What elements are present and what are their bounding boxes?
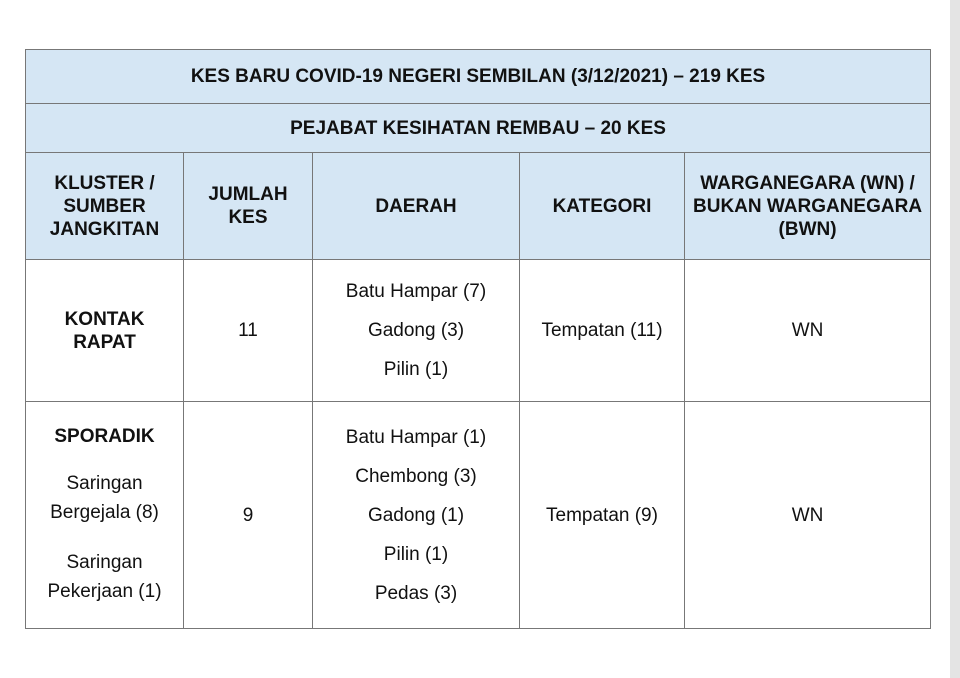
kluster-sub-item: Saringan Pekerjaan (1) [47,551,162,602]
daerah-item: Gadong (1) [367,504,465,526]
kategori-cell: Tempatan (9) [520,402,685,629]
daerah-item: Batu Hampar (7) [345,281,487,302]
daerah-item: Pedas (3) [374,582,458,604]
table-row [26,402,931,629]
daerah-item: Pilin (1) [383,359,449,380]
kluster-label: SPORADIK [54,425,155,447]
warganegara-cell: WN [685,260,931,402]
header-jumlah: JUMLAH KES [184,153,313,260]
daerah-item: Pilin (1) [383,543,449,565]
kategori-cell: Tempatan (11) [520,260,685,402]
daerah-item: Batu Hampar (1) [345,426,487,448]
office-row [26,104,931,153]
header-kategori: KATEGORI [520,153,685,260]
kluster-cell [26,402,184,629]
kluster-cell: KONTAK RAPAT [26,260,184,402]
jumlah-cell: 9 [184,402,313,629]
page-edge [950,0,960,678]
covid-cases-table [25,49,931,629]
daerah-cell [313,260,520,402]
office-title: PEJABAT KESIHATAN REMBAU – 20 KES [26,104,931,153]
header-kluster: KLUSTER / SUMBER JANGKITAN [26,153,184,260]
warganegara-cell: WN [685,402,931,629]
daerah-item: Chembong (3) [355,465,477,487]
header-warganegara: WARGANEGARA (WN) / BUKAN WARGANEGARA (BWN) [685,153,931,260]
daerah-item: Gadong (3) [367,320,465,341]
jumlah-cell: 11 [184,260,313,402]
daerah-cell [313,402,520,629]
kluster-sub-item: Saringan Bergejala (8) [50,472,159,523]
header-row [26,153,931,260]
header-daerah: DAERAH [313,153,520,260]
title-row [26,50,931,104]
table-title: KES BARU COVID-19 NEGERI SEMBILAN (3/12/2021) – 219 KES [26,50,931,104]
table-row [26,260,931,402]
